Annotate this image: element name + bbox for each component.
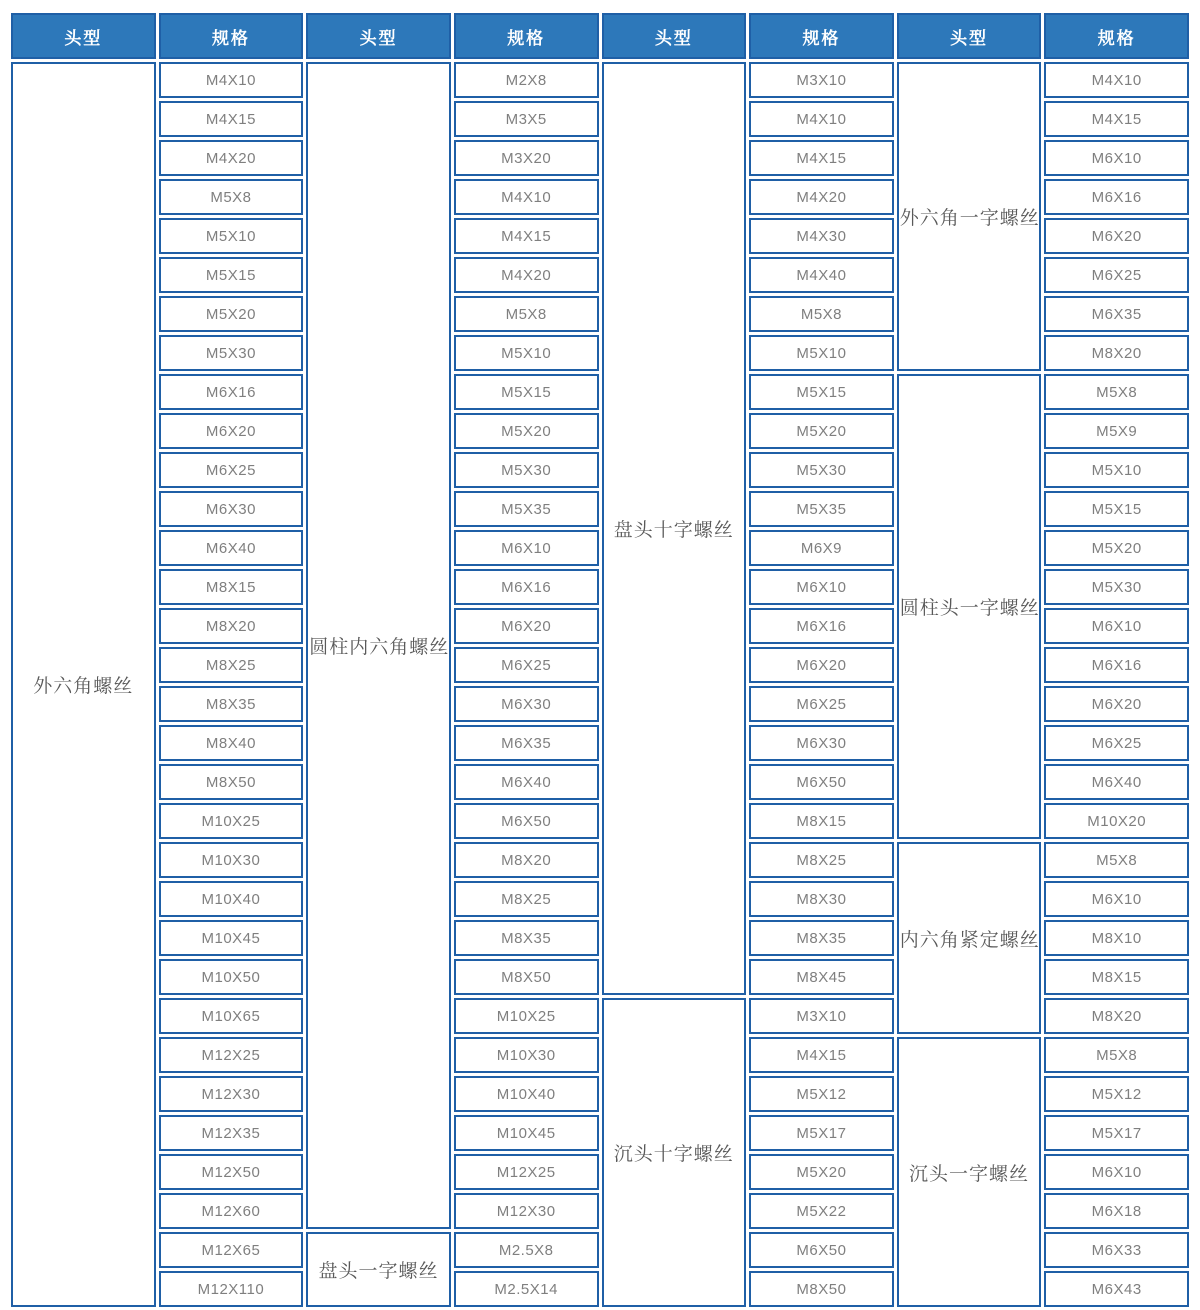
- spec-cell: M3X5: [454, 101, 599, 137]
- spec-cell: M5X9: [1044, 413, 1189, 449]
- header-cell-head-type: 头型: [11, 13, 156, 59]
- head-type-cell: 圆柱内六角螺丝: [306, 62, 451, 1229]
- head-type-cell: 外六角螺丝: [11, 62, 156, 1307]
- spec-cell: M6X10: [749, 569, 894, 605]
- spec-cell: M12X25: [159, 1037, 304, 1073]
- spec-cell: M8X25: [454, 881, 599, 917]
- spec-cell: M6X20: [454, 608, 599, 644]
- head-type-cell: 外六角一字螺丝: [897, 62, 1042, 371]
- spec-cell: M5X30: [1044, 569, 1189, 605]
- spec-cell: M6X35: [454, 725, 599, 761]
- spec-cell: M6X25: [1044, 725, 1189, 761]
- header-cell-spec: 规格: [1044, 13, 1189, 59]
- spec-cell: M6X25: [749, 686, 894, 722]
- spec-cell: M5X15: [749, 374, 894, 410]
- spec-cell: M10X65: [159, 998, 304, 1034]
- spec-cell: M5X8: [1044, 1037, 1189, 1073]
- spec-cell: M8X20: [454, 842, 599, 878]
- spec-cell: M5X15: [454, 374, 599, 410]
- spec-cell: M5X17: [1044, 1115, 1189, 1151]
- spec-cell: M4X15: [1044, 101, 1189, 137]
- spec-cell: M4X15: [749, 1037, 894, 1073]
- spec-cell: M6X35: [1044, 296, 1189, 332]
- header-cell-spec: 规格: [454, 13, 599, 59]
- spec-cell: M6X50: [454, 803, 599, 839]
- spec-cell: M6X10: [1044, 1154, 1189, 1190]
- spec-cell: M4X10: [1044, 62, 1189, 98]
- spec-cell: M4X20: [749, 179, 894, 215]
- spec-cell: M6X10: [1044, 881, 1189, 917]
- spec-cell: M6X30: [159, 491, 304, 527]
- head-type-cell: 圆柱头一字螺丝: [897, 374, 1042, 839]
- header-row: [11, 13, 1189, 59]
- header-cell-spec: 规格: [159, 13, 304, 59]
- head-type-cell: 沉头一字螺丝: [897, 1037, 1042, 1307]
- spec-cell: M5X17: [749, 1115, 894, 1151]
- spec-cell: M5X30: [454, 452, 599, 488]
- spec-cell: M12X25: [454, 1154, 599, 1190]
- spec-cell: M10X25: [159, 803, 304, 839]
- spec-cell: M5X12: [749, 1076, 894, 1112]
- spec-cell: M5X12: [1044, 1076, 1189, 1112]
- header-cell-spec: 规格: [749, 13, 894, 59]
- head-type-cell: 内六角紧定螺丝: [897, 842, 1042, 1034]
- spec-cell: M6X20: [1044, 686, 1189, 722]
- header-cell-head-type: 头型: [897, 13, 1042, 59]
- spec-cell: M5X10: [749, 335, 894, 371]
- spec-cell: M12X65: [159, 1232, 304, 1268]
- spec-cell: M5X30: [749, 452, 894, 488]
- spec-cell: M8X30: [749, 881, 894, 917]
- spec-cell: M6X20: [159, 413, 304, 449]
- spec-cell: M4X10: [454, 179, 599, 215]
- spec-cell: M4X10: [159, 62, 304, 98]
- header-cell-head-type: 头型: [602, 13, 747, 59]
- spec-cell: M6X16: [1044, 647, 1189, 683]
- spec-cell: M10X40: [159, 881, 304, 917]
- spec-cell: M5X35: [749, 491, 894, 527]
- table-body: [11, 62, 1189, 1307]
- spec-cell: M8X15: [749, 803, 894, 839]
- spec-cell: M10X20: [1044, 803, 1189, 839]
- header-cell-head-type: 头型: [306, 13, 451, 59]
- spec-cell: M8X10: [1044, 920, 1189, 956]
- spec-cell: M6X10: [1044, 608, 1189, 644]
- spec-cell: M2.5X8: [454, 1232, 599, 1268]
- spec-cell: M6X25: [1044, 257, 1189, 293]
- spec-cell: M5X10: [1044, 452, 1189, 488]
- spec-cell: M5X20: [1044, 530, 1189, 566]
- spec-cell: M8X15: [1044, 959, 1189, 995]
- spec-cell: M8X25: [749, 842, 894, 878]
- head-type-cell: 盘头十字螺丝: [602, 62, 747, 995]
- spec-cell: M10X30: [159, 842, 304, 878]
- spec-cell: M8X40: [159, 725, 304, 761]
- spec-cell: M8X35: [159, 686, 304, 722]
- spec-cell: M12X35: [159, 1115, 304, 1151]
- spec-cell: M5X20: [749, 413, 894, 449]
- spec-cell: M4X30: [749, 218, 894, 254]
- head-type-cell: 盘头一字螺丝: [306, 1232, 451, 1307]
- spec-cell: M12X30: [454, 1193, 599, 1229]
- spec-cell: M10X50: [159, 959, 304, 995]
- spec-cell: M3X10: [749, 62, 894, 98]
- spec-cell: M4X10: [749, 101, 894, 137]
- spec-cell: M5X8: [749, 296, 894, 332]
- table-row: [11, 374, 1189, 410]
- spec-cell: M6X40: [1044, 764, 1189, 800]
- spec-cell: M5X15: [159, 257, 304, 293]
- spec-cell: M10X25: [454, 998, 599, 1034]
- spec-cell: M12X50: [159, 1154, 304, 1190]
- spec-cell: M8X20: [1044, 998, 1189, 1034]
- head-type-cell: 沉头十字螺丝: [602, 998, 747, 1307]
- spec-cell: M6X16: [1044, 179, 1189, 215]
- spec-cell: M6X40: [454, 764, 599, 800]
- spec-cell: M4X15: [159, 101, 304, 137]
- table-row: [11, 1037, 1189, 1073]
- spec-cell: M6X20: [1044, 218, 1189, 254]
- spec-cell: M6X30: [454, 686, 599, 722]
- spec-cell: M8X15: [159, 569, 304, 605]
- spec-cell: M4X20: [454, 257, 599, 293]
- spec-cell: M5X10: [454, 335, 599, 371]
- spec-cell: M5X22: [749, 1193, 894, 1229]
- spec-cell: M3X10: [749, 998, 894, 1034]
- screw-spec-table: [8, 10, 1192, 1310]
- spec-cell: M6X25: [454, 647, 599, 683]
- spec-cell: M5X8: [454, 296, 599, 332]
- table-header: [11, 13, 1189, 59]
- spec-cell: M5X8: [159, 179, 304, 215]
- spec-cell: M8X35: [749, 920, 894, 956]
- spec-cell: M5X20: [159, 296, 304, 332]
- spec-cell: M5X30: [159, 335, 304, 371]
- spec-cell: M8X50: [749, 1271, 894, 1307]
- spec-cell: M6X33: [1044, 1232, 1189, 1268]
- spec-cell: M6X18: [1044, 1193, 1189, 1229]
- spec-cell: M8X50: [159, 764, 304, 800]
- spec-cell: M8X25: [159, 647, 304, 683]
- spec-cell: M10X30: [454, 1037, 599, 1073]
- spec-cell: M12X60: [159, 1193, 304, 1229]
- spec-cell: M6X10: [1044, 140, 1189, 176]
- spec-cell: M5X20: [749, 1154, 894, 1190]
- spec-cell: M6X30: [749, 725, 894, 761]
- spec-cell: M6X25: [159, 452, 304, 488]
- spec-cell: M5X15: [1044, 491, 1189, 527]
- spec-cell: M6X16: [159, 374, 304, 410]
- spec-cell: M5X35: [454, 491, 599, 527]
- spec-cell: M5X20: [454, 413, 599, 449]
- spec-cell: M10X40: [454, 1076, 599, 1112]
- spec-cell: M4X20: [159, 140, 304, 176]
- spec-cell: M5X10: [159, 218, 304, 254]
- spec-cell: M12X30: [159, 1076, 304, 1112]
- table-row: [11, 62, 1189, 98]
- spec-cell: M6X43: [1044, 1271, 1189, 1307]
- spec-cell: M8X45: [749, 959, 894, 995]
- spec-cell: M6X50: [749, 1232, 894, 1268]
- spec-cell: M10X45: [454, 1115, 599, 1151]
- spec-cell: M6X16: [454, 569, 599, 605]
- spec-cell: M6X16: [749, 608, 894, 644]
- spec-cell: M4X40: [749, 257, 894, 293]
- spec-cell: M4X15: [749, 140, 894, 176]
- spec-cell: M12X110: [159, 1271, 304, 1307]
- spec-cell: M8X35: [454, 920, 599, 956]
- spec-cell: M5X8: [1044, 374, 1189, 410]
- spec-cell: M6X9: [749, 530, 894, 566]
- spec-cell: M6X40: [159, 530, 304, 566]
- spec-cell: M8X20: [1044, 335, 1189, 371]
- spec-cell: M4X15: [454, 218, 599, 254]
- spec-cell: M8X20: [159, 608, 304, 644]
- spec-cell: M6X50: [749, 764, 894, 800]
- spec-cell: M5X8: [1044, 842, 1189, 878]
- spec-cell: M2.5X14: [454, 1271, 599, 1307]
- spec-cell: M3X20: [454, 140, 599, 176]
- spec-cell: M10X45: [159, 920, 304, 956]
- spec-cell: M6X10: [454, 530, 599, 566]
- spec-cell: M2X8: [454, 62, 599, 98]
- spec-cell: M8X50: [454, 959, 599, 995]
- spec-cell: M6X20: [749, 647, 894, 683]
- table-row: [11, 842, 1189, 878]
